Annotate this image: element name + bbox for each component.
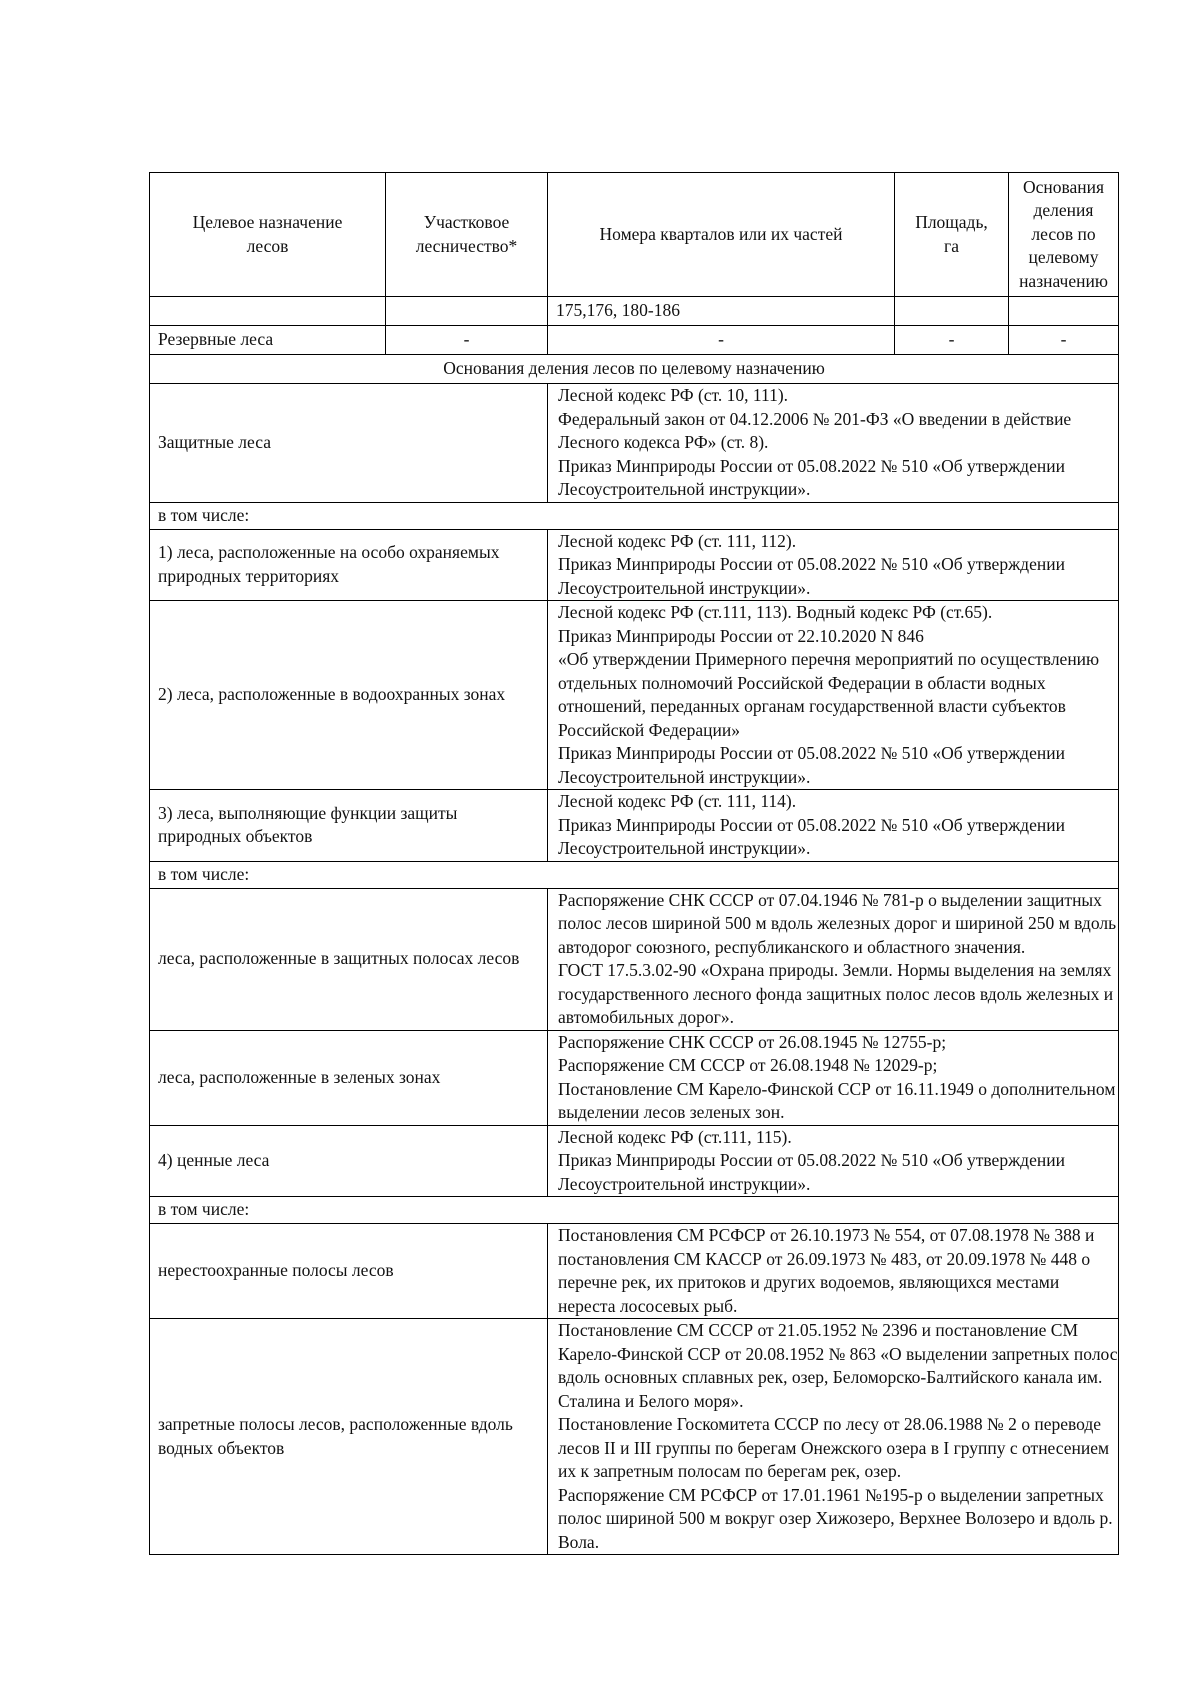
- table-row: [150, 326, 1119, 355]
- basis-row: [150, 1125, 1119, 1197]
- header-basis: Основания деления лесов по целевому назначению: [1009, 173, 1119, 297]
- header-row: [150, 173, 1119, 297]
- basis-row: [150, 1224, 1119, 1319]
- header-quarters: Номера кварталов или их частей: [548, 173, 895, 297]
- basis-row: [150, 888, 1119, 1030]
- basis-category-label: 3) леса, выполняющие функции защиты природных объектов: [150, 790, 548, 862]
- cell-area: -: [895, 326, 1009, 355]
- basis-legal-text: Распоряжение СНК СССР от 07.04.1946 № 781-р о выделении защитных полос лесов шириной 500 м вдоль железных дорог и шириной 250 м вдоль автодорог союзного, республиканского и областного значения. ГОСТ 17.5.3.02-90 «Охрана природы. Земли. Нормы выделения на землях государственного лесного фонда защитных полос лесов вдоль железных и автомобильных дорог».: [548, 888, 1119, 1030]
- cell-basis: [1009, 297, 1119, 326]
- cell-quarters: 175,176, 180-186: [548, 297, 895, 326]
- subheader-row: [150, 861, 1119, 888]
- basis-row: [150, 601, 1119, 790]
- basis-legal-text: Лесной кодекс РФ (ст.111, 115). Приказ Минприроды России от 05.08.2022 № 510 «Об утверждении Лесоустроительной инструкции».: [548, 1125, 1119, 1197]
- basis-row: [150, 790, 1119, 862]
- basis-legal-text: Постановления СМ РСФСР от 26.10.1973 № 554, от 07.08.1978 № 388 и постановления СМ КАССР от 26.09.1973 № 483, от 20.09.1978 № 448 о перечне рек, их притоков и других водоемов, являющихся местами нереста лососевых рыб.: [548, 1224, 1119, 1319]
- basis-category-label: нерестоохранные полосы лесов: [150, 1224, 548, 1319]
- header-district: Участковое лесничество*: [386, 173, 548, 297]
- basis-legal-text: Лесной кодекс РФ (ст.111, 113). Водный кодекс РФ (ст.65). Приказ Минприроды России от 22.10.2020 N 846 «Об утверждении Примерного перечня мероприятий по осуществлению отдельных полномочий Российской Федерации в области водных отношений, переданных органам государственной власти субъектов Российской Федерации» Приказ Минприроды России от 05.08.2022 № 510 «Об утверждении Лесоустроительной инструкции».: [548, 601, 1119, 790]
- basis-legal-text: Постановление СМ СССР от 21.05.1952 № 2396 и постановление СМ Карело-Финской ССР от 20.08.1952 № 863 «О выделении запретных полос вдоль основных сплавных рек, озер, Беломорско-Балтийского канала им. Сталина и Белого моря». Постановление Госкомитета СССР по лесу от 28.06.1988 № 2 о переводе лесов II и III группы по берегам Онежского озера в I группу с отнесением их к запретным полосам по берегам рек, озер. Распоряжение СМ РСФСР от 17.01.1961 №195-р о выделении запретных полос шириной 500 м вокруг озер Хижозеро, Верхнее Волозеро и вдоль р. Вола.: [548, 1319, 1119, 1555]
- subheader-label: в том числе:: [150, 1197, 1119, 1224]
- basis-category-label: Защитные леса: [150, 384, 548, 503]
- subheader-row: [150, 1197, 1119, 1224]
- header-area: Площадь, га: [895, 173, 1009, 297]
- document-page: [149, 172, 1118, 1555]
- cell-district: -: [386, 326, 548, 355]
- forest-purpose-table: [149, 172, 1119, 1555]
- basis-legal-text: Распоряжение СНК СССР от 26.08.1945 № 12755-р; Распоряжение СМ СССР от 26.08.1948 № 12029-р; Постановление СМ Карело-Финской ССР от 16.11.1949 о дополнительном выделении лесов зеленых зон.: [548, 1030, 1119, 1125]
- cell-purpose: [150, 297, 386, 326]
- basis-row: [150, 384, 1119, 503]
- basis-row: [150, 1030, 1119, 1125]
- basis-legal-text: Лесной кодекс РФ (ст. 10, 111). Федеральный закон от 04.12.2006 № 201-ФЗ «О введении в действие Лесного кодекса РФ» (ст. 8). Приказ Минприроды России от 05.08.2022 № 510 «Об утверждении Лесоустроительной инструкции».: [548, 384, 1119, 503]
- basis-legal-text: Лесной кодекс РФ (ст. 111, 112). Приказ Минприроды России от 05.08.2022 № 510 «Об утверждении Лесоустроительной инструкции».: [548, 529, 1119, 601]
- section-title-row: [150, 355, 1119, 384]
- subheader-label: в том числе:: [150, 502, 1119, 529]
- basis-category-label: 1) леса, расположенные на особо охраняемых природных территориях: [150, 529, 548, 601]
- header-purpose: Целевое назначение лесов: [150, 173, 386, 297]
- section-title: Основания деления лесов по целевому назначению: [150, 355, 1119, 384]
- cell-area: [895, 297, 1009, 326]
- cell-quarters: -: [548, 326, 895, 355]
- table-row: [150, 297, 1119, 326]
- basis-category-label: запретные полосы лесов, расположенные вдоль водных объектов: [150, 1319, 548, 1555]
- basis-category-label: 2) леса, расположенные в водоохранных зонах: [150, 601, 548, 790]
- basis-category-label: 4) ценные леса: [150, 1125, 548, 1197]
- cell-purpose: Резервные леса: [150, 326, 386, 355]
- basis-legal-text: Лесной кодекс РФ (ст. 111, 114). Приказ Минприроды России от 05.08.2022 № 510 «Об утверждении Лесоустроительной инструкции».: [548, 790, 1119, 862]
- basis-category-label: леса, расположенные в зеленых зонах: [150, 1030, 548, 1125]
- subheader-row: [150, 502, 1119, 529]
- cell-basis: -: [1009, 326, 1119, 355]
- basis-category-label: леса, расположенные в защитных полосах лесов: [150, 888, 548, 1030]
- basis-row: [150, 1319, 1119, 1555]
- basis-row: [150, 529, 1119, 601]
- subheader-label: в том числе:: [150, 861, 1119, 888]
- cell-district: [386, 297, 548, 326]
